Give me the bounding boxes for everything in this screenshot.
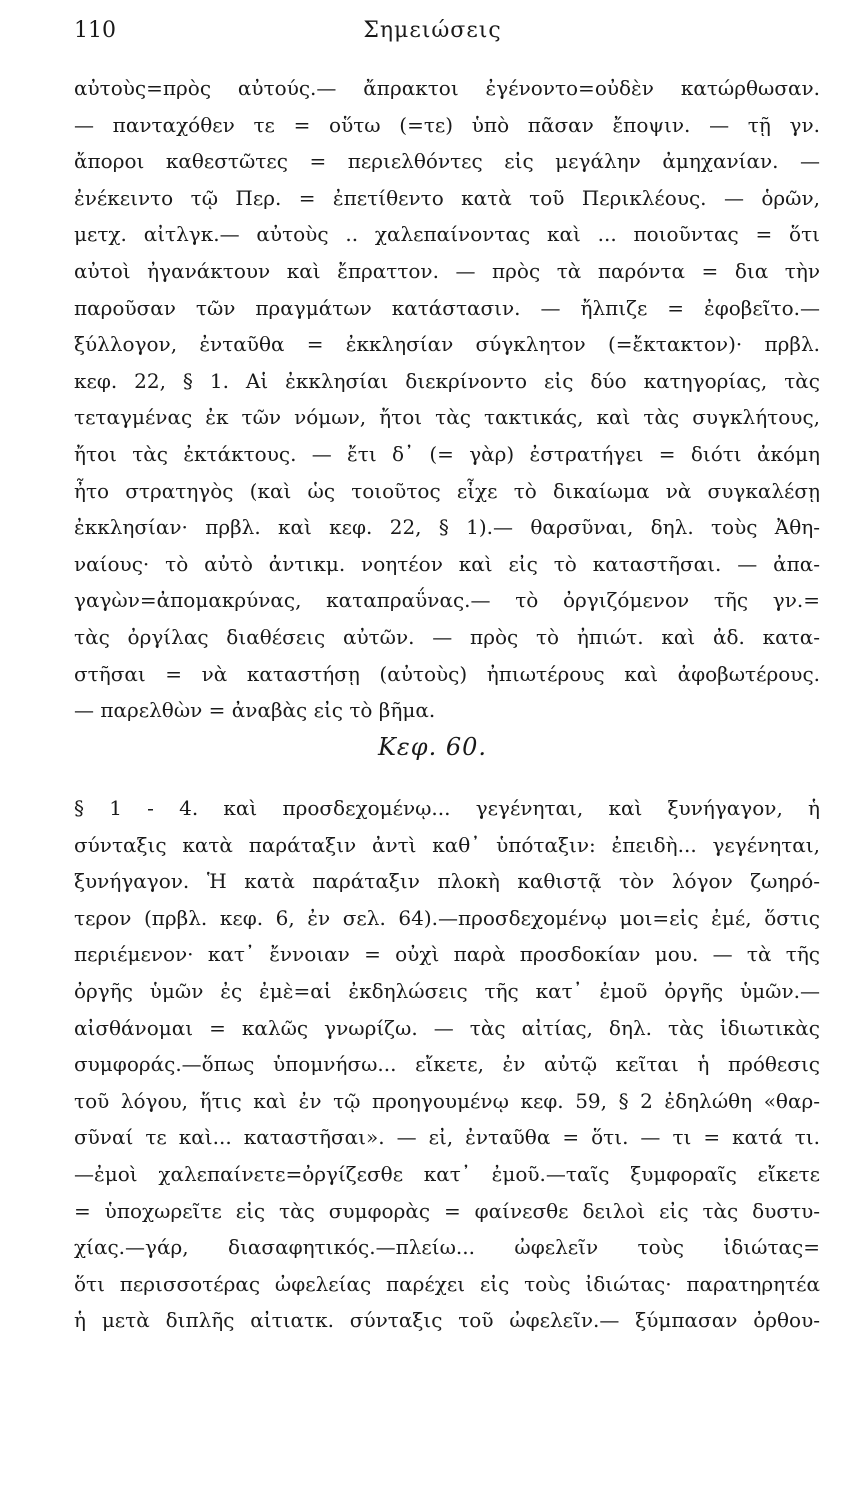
- running-title: Σημειώσεις: [363, 18, 502, 43]
- text-line: ἤτοι τὰς ἐκτάκτους. — ἔτι δ᾽ (= γὰρ) ἐστρατήγει = διότι ἀκόμη: [74, 441, 820, 466]
- text-line: τεταγμένας ἐκ τῶν νόμων, ἤτοι τὰς τακτικάς, καὶ τὰς συγκλήτους,: [74, 405, 820, 430]
- text-line: αὐτοὺς=πρὸς αὐτούς.— ἄπρακτοι ἐγένοντο=οὐδὲν κατώρθωσαν.: [74, 76, 820, 100]
- text-line: σύνταξις κατὰ παράταξιν ἀντὶ καθ᾽ ὑπόταξιν: ἐπειδὴ... γεγένηται,: [74, 832, 820, 857]
- text-line: σῦναί τε καὶ... καταστῆσαι». — εἰ, ἐνταῦθα = ὅτι. — τι = κατά τι.: [74, 1125, 820, 1150]
- text-line: —ἐμοὶ χαλεπαίνετε=ὀργίζεσθε κατ᾽ ἐμοῦ.—ταῖς ξυμφοραῖς εἴκετε: [74, 1161, 820, 1186]
- text-line: ἦτο στρατηγὸς (καὶ ὡς τοιοῦτος εἶχε τὸ δικαίωμα νὰ συγκαλέσῃ: [74, 478, 820, 503]
- text-line: ξύλλογον, ἐνταῦθα = ἐκκλησίαν σύγκλητον (=ἔκτακτον)· πρβλ.: [74, 332, 820, 357]
- text-line: ἐνέκειντο τῷ Περ. = ἐπετίθεντο κατὰ τοῦ Περικλέους. — ὁρῶν,: [74, 185, 820, 210]
- text-line: τὰς ὀργίλας διαθέσεις αὐτῶν. — πρὸς τὸ ἠπιώτ. καὶ ἀδ. κατα-: [74, 624, 820, 649]
- notes-block-chapter-59: [74, 70, 820, 729]
- text-line: χίας.—γάρ, διασαφητικός.—πλείω... ὠφελεῖν τοὺς ἰδιώτας=: [74, 1235, 820, 1260]
- text-line: § 1 - 4. καὶ προσδεχομένῳ... γεγένηται, καὶ ξυνήγαγον, ἡ: [74, 796, 820, 820]
- text-line: — παρελθὼν = ἀναβὰς εἰς τὸ βῆμα.: [74, 698, 436, 723]
- notes-block-chapter-60: [74, 790, 820, 1339]
- text-line: τοῦ λόγου, ἥτις καὶ ἐν τῷ προηγουμένῳ κεφ. 59, § 2 ἐδηλώθη «θαρ-: [74, 1088, 820, 1113]
- text-line: συμφοράς.—ὅπως ὑπομνήσω... εἴκετε, ἐν αὐτῷ κεῖται ἡ πρόθεσις: [74, 1052, 820, 1077]
- text-line: ἐκκλησίαν· πρβλ. καὶ κεφ. 22, § 1).— θαρσῦναι, δηλ. τοὺς Ἀθη-: [74, 515, 820, 540]
- text-line: περιέμενον· κατ᾽ ἔννοιαν = οὐχὶ παρὰ προσδοκίαν μου. — τὰ τῆς: [74, 942, 820, 967]
- text-line: παροῦσαν τῶν πραγμάτων κατάστασιν. — ἤλπιζε = ἐφοβεῖτο.—: [74, 295, 820, 320]
- text-line: μετχ. αἰτλγκ.— αὐτοὺς .. χαλεπαίνοντας καὶ ... ποιοῦντας = ὅτι: [74, 222, 820, 247]
- text-line: ὅτι περισσοτέρας ὠφελείας παρέχει εἰς τοὺς ἰδιώτας· παρατηρητέα: [74, 1271, 820, 1296]
- text-line: ἄποροι καθεστῶτες = περιελθόντες εἰς μεγάλην ἀμηχανίαν. —: [74, 149, 820, 174]
- text-line: γαγὼν=ἀπομακρύνας, καταπραΰνας.— τὸ ὀργιζόμενον τῆς γν.=: [74, 588, 820, 613]
- text-line: αἰσθάνομαι = καλῶς γνωρίζω. — τὰς αἰτίας, δηλ. τὰς ἰδιωτικὰς: [74, 1015, 820, 1040]
- text-line: ξυνήγαγον. Ἡ κατὰ παράταξιν πλοκὴ καθιστᾷ τὸν λόγον ζωηρό-: [74, 869, 820, 894]
- page-number: 110: [74, 18, 116, 43]
- text-line: αὐτοὶ ἠγανάκτουν καὶ ἔπραττον. — πρὸς τὰ παρόντα = δια τὴν: [74, 258, 820, 283]
- text-line: — πανταχόθεν τε = οὕτω (=τε) ὑπὸ πᾶσαν ἔποψιν. — τῇ γν.: [74, 112, 820, 137]
- text-line: κεφ. 22, § 1. Αἱ ἐκκλησίαι διεκρίνοντο εἰς δύο κατηγορίας, τὰς: [74, 368, 820, 393]
- running-head: [0, 18, 865, 48]
- text-line: τερον (πρβλ. κεφ. 6, ἐν σελ. 64).—προσδεχομένῳ μοι=εἰς ἐμέ, ὅστις: [74, 905, 820, 930]
- text-line: ἡ μετὰ διπλῆς αἰτιατκ. σύνταξις τοῦ ὠφελεῖν.— ξύμπασαν ὀρθου-: [74, 1308, 820, 1333]
- text-line: ὀργῆς ὑμῶν ἐς ἐμὲ=αἱ ἐκδηλώσεις τῆς κατ᾽ ἐμοῦ ὀργῆς ὑμῶν.—: [74, 978, 820, 1003]
- chapter-heading: Κεφ. 60.: [377, 733, 488, 761]
- text-line: = ὑποχωρεῖτε εἰς τὰς συμφορὰς = φαίνεσθε δειλοὶ εἰς τὰς δυστυ-: [74, 1198, 820, 1223]
- text-line: στῆσαι = νὰ καταστήσῃ (αὐτοὺς) ἠπιωτέρους καὶ ἀφοβωτέρους.: [74, 661, 820, 686]
- text-line: ναίους· τὸ αὐτὸ ἀντικμ. νοητέον καὶ εἰς τὸ καταστῆσαι. — ἀπα-: [74, 551, 820, 576]
